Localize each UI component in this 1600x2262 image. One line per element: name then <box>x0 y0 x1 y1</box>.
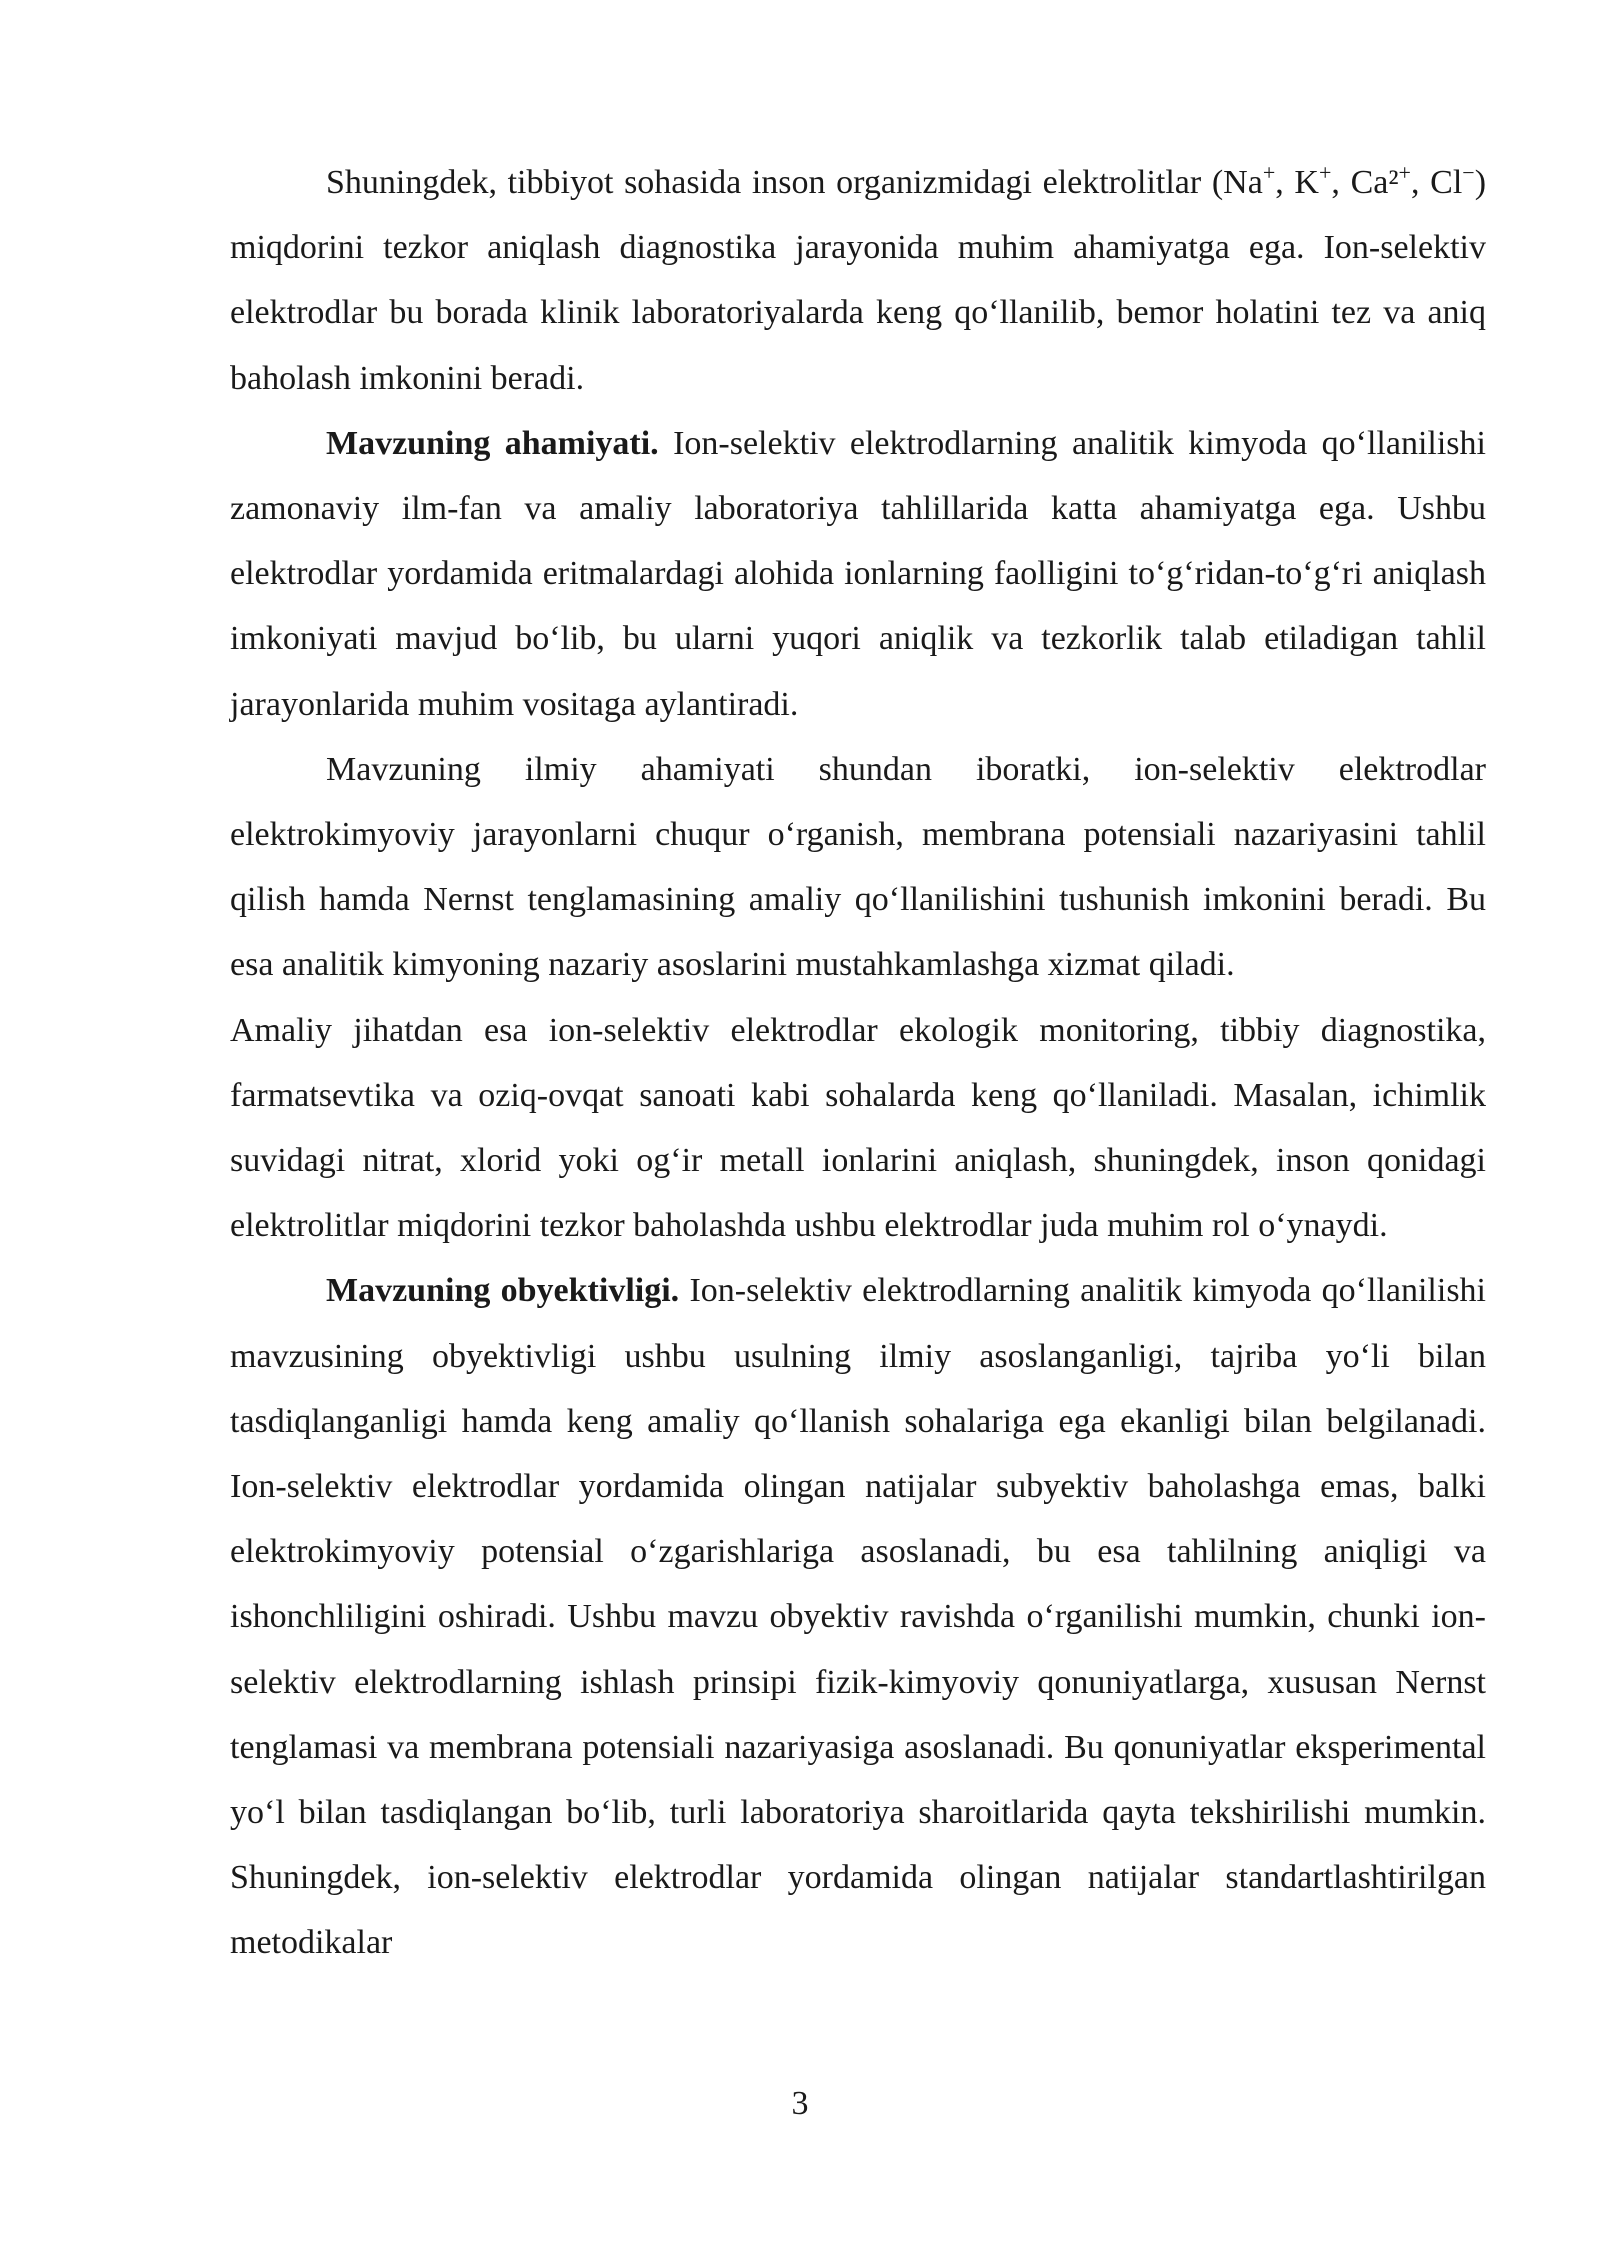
paragraph-practical-importance <box>230 998 1486 1259</box>
text-segment: Amaliy jihatdan esa ion-selektiv elektrodlar ekologik monitoring, tibbiy diagnostika, farmatsevtika va oziq-ovqat sanoati kabi sohalarda keng qoʻllaniladi. Masalan, ichimlik suvidagi nitrat, xlorid yoki ogʻir metall ionlarini aniqlash, shuningdek, inson qonidagi elektrolitlar miqdorini tezkor baholashda ushbu elektrodlar juda muhim rol oʻynaydi. <box>230 1011 1486 1245</box>
section-heading-objectivity: Mavzuning obyektivligi. <box>326 1272 680 1310</box>
paragraph-scientific-importance <box>230 737 1486 998</box>
text-segment: Mavzuning ilmiy ahamiyati shundan iboratki, ion-selektiv elektrodlar elektrokimyoviy jarayonlarni chuqur oʻrganish, membrana potensiali nazariyasini tahlil qilish hamda Nernst tenglamasining amaliy qoʻllanilishini tushunish imkonini beradi. Bu esa analitik kimyoning nazariy asoslarini mustahkamlashga xizmat qiladi. <box>230 750 1486 984</box>
superscript-charge: + <box>1318 160 1332 185</box>
superscript-charge: + <box>1398 160 1411 185</box>
text-segment: , Ca² <box>1331 164 1399 201</box>
text-segment: , Cl <box>1410 164 1463 201</box>
text-segment: , K <box>1275 164 1319 201</box>
text-segment: ) miqdorini tezkor aniqlash diagnostika jarayonida muhim ahamiyatga ega. Ion-selektiv elektrodlar bu borada klinik laboratoriyalarda keng qoʻllanilib, bemor holatini tez va aniq baholash imkonini beradi. <box>230 164 1487 397</box>
paragraph-importance <box>230 411 1486 737</box>
text-segment: Ion-selektiv elektrodlarning analitik kimyoda qoʻllanilishi mavzusining obyektivligi ushbu usulning ilmiy asoslanganligi, tajriba yoʻli bilan tasdiqlanganligi hamda keng amaliy qoʻllanish sohalariga ega ekanligi bilan belgilanadi. Ion-selektiv elektrodlar yordamida olingan natijalar subyektiv baholashga emas, balki elektrokimyoviy potensial oʻzgarishlariga asoslanadi, bu esa tahlilning aniqligi va ishonchliligini oshiradi. Ushbu mavzu obyektiv ravishda oʻrganilishi mumkin, chunki ion-selektiv elektrodlarning ishlash prinsipi fizik-kimyoviy qonuniyatlarga, xususan Nernst tenglamasi va membrana potensiali nazariyasiga asoslanadi. Bu qonuniyatlar eksperimental yoʻl bilan tasdiqlangan boʻlib, turli laboratoriya sharoitlarida qayta tekshirilishi mumkin. Shuningdek, ion-selektiv elektrodlar yordamida olingan natijalar standartlashtirilgan metodikalar <box>230 1272 1487 1962</box>
text-segment: Shuningdek, tibbiyot sohasida inson organizmidagi elektrolitlar (Na <box>326 164 1263 201</box>
document-body <box>230 150 1486 1976</box>
superscript-charge: − <box>1462 160 1475 185</box>
superscript-charge: + <box>1262 160 1276 185</box>
page-number: 3 <box>791 2085 809 2122</box>
paragraph-electrolytes <box>230 150 1486 411</box>
text-segment: Ion-selektiv elektrodlarning analitik kimyoda qoʻllanilishi zamonaviy ilm-fan va amaliy laboratoriya tahlillarida katta ahamiyatga ega. Ushbu elektrodlar yordamida eritmalardagi alohida ionlarning faolligini toʻgʻridan-toʻgʻri aniqlash imkoniyati mavjud boʻlib, bu ularni yuqori aniqlik va tezkorlik talab etiladigan tahlil jarayonlarida muhim vositaga aylantiradi. <box>230 424 1486 723</box>
paragraph-objectivity <box>230 1258 1486 1975</box>
section-heading-importance: Mavzuning ahamiyati. <box>326 424 659 462</box>
